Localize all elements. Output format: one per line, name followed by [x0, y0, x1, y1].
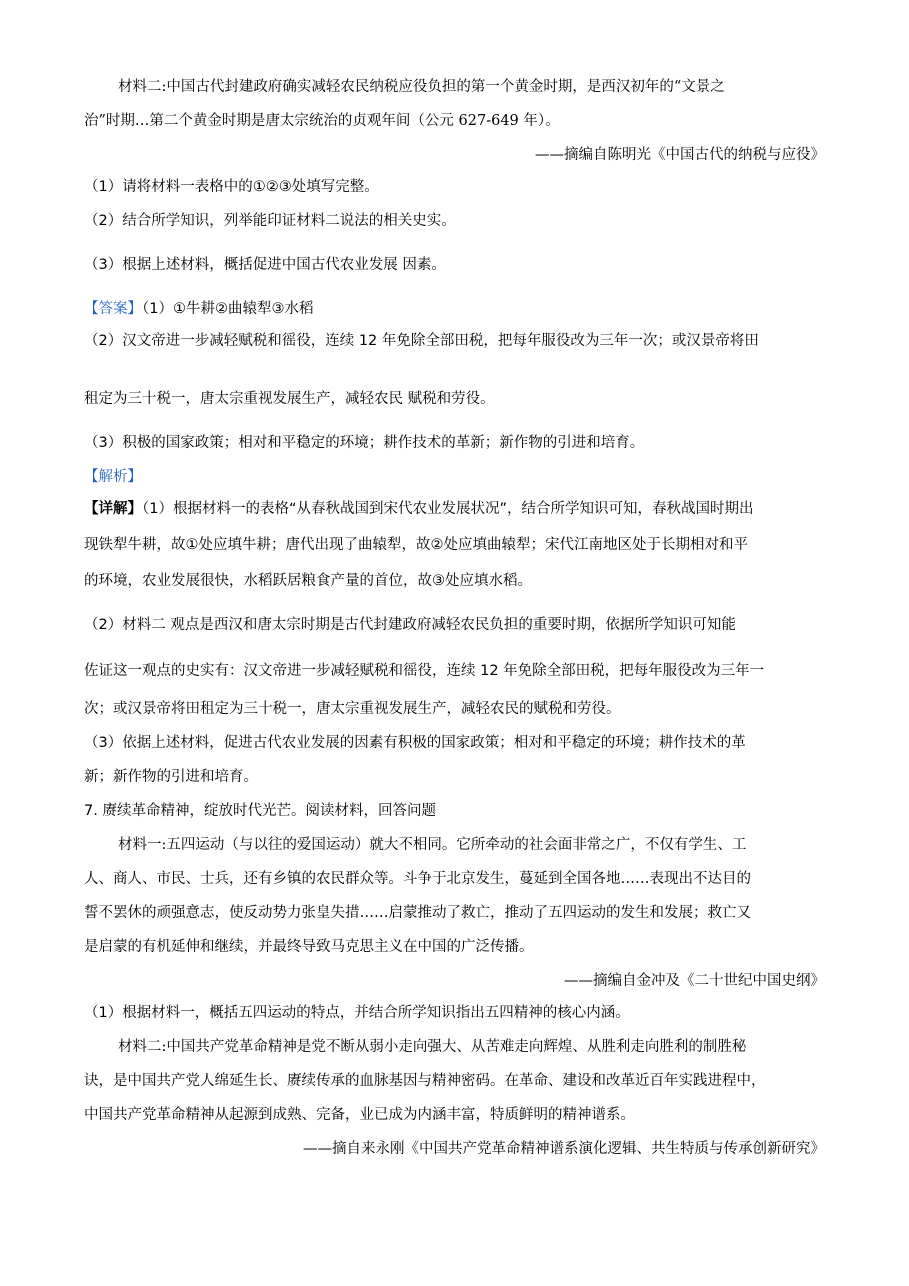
question7-material1-source: ——摘编自金冲及《二十世纪中国史纲》 [564, 973, 825, 989]
question7-material1-line3: 誓不罢休的顽强意志，使反动势力张皇失措……启蒙推动了救亡，推动了五四运动的发生和发展；救亡又 [84, 905, 751, 921]
analysis-label: 【解析】 [84, 469, 142, 485]
material2-line1: 材料二:中国古代封建政府确实减轻农民纳税应役负担的第一个黄金时期，是西汉初年的“文景之 [118, 79, 725, 95]
analysis-part3-line1: （3）依据上述材料，促进古代农业发展的因素有积极的国家政策；相对和平稳定的环境；耕作技术的革 [84, 735, 746, 751]
analysis-part2-line2: 佐证这一观点的史实有：汉文帝进一步减轻赋税和徭役，连续 12 年免除全部田税，把每年服役改为三年一 [84, 663, 765, 679]
answer-part3: （3）积极的国家政策；相对和平稳定的环境；耕作技术的革新；新作物的引进和培育。 [84, 435, 645, 451]
answer-line1 [84, 302, 313, 317]
answer-label: 【答案】 [84, 301, 142, 317]
question7-material2-source: ——摘自来永刚《中国共产党革命精神谱系演化逻辑、共生特质与传承创新研究》 [303, 1141, 825, 1157]
analysis-part2-line1: （2）材料二 观点是西汉和唐太宗时期是古代封建政府减轻农民负担的重要时期，依据所学知识可知能 [84, 617, 736, 633]
analysis-part1-line1 [84, 502, 754, 517]
analysis-part1-line3: 的环境，农业发展很快，水稻跃居粮食产量的首位，故③处应填水稻。 [84, 573, 532, 589]
question7-material2-line2: 诀，是中国共产党人绵延生长、赓续传承的血脉基因与精神密码。在革命、建设和改革近百年实践进程中， [84, 1073, 766, 1089]
question7-material1-line2: 人、商人、市民、士兵，还有乡镇的农民群众等。斗争于北京发生，蔓延到全国各地……表现出不达目的 [84, 871, 751, 887]
question7-title: 7. 赓续革命精神，绽放时代光芒。阅读材料，回答问题 [84, 803, 436, 819]
question6-part1: （1）请将材料一表格中的①②③处填写完整。 [84, 179, 379, 195]
question7-material2-line3: 中国共产党革命精神从起源到成熟、完备，业已成为内涵丰富，特质鲜明的精神谱系。 [84, 1107, 635, 1123]
answer-part2-line2: 租定为三十税一，唐太宗重视发展生产，减轻农民 赋税和劳役。 [84, 391, 495, 407]
analysis-part2-line3: 次；或汉景帝将田租定为三十税一，唐太宗重视发展生产，减轻农民的赋税和劳役。 [84, 701, 621, 717]
question7-material2-line1: 材料二:中国共产党革命精神是党不断从弱小走向强大、从苦难走向辉煌、从胜利走向胜利的制胜秘 [118, 1039, 747, 1055]
answer-part1: （1）①牛耕②曲辕犁③水稻 [142, 301, 314, 317]
analysis-part1-text: （1）根据材料一的表格“从春秋战国到宋代农业发展状况”，结合所学知识可知，春秋战国时期出 [142, 501, 754, 517]
answer-part2-line1: （2）汉文帝进一步减轻赋税和徭役，连续 12 年免除全部田税，把每年服役改为三年一次；或汉景帝将田 [84, 333, 759, 349]
question7-material1-line1: 材料一:五四运动（与以往的爱国运动）就大不相同。它所牵动的社会面非常之广，不仅有学生、工 [118, 837, 747, 853]
analysis-part3-line2: 新；新作物的引进和培育。 [84, 769, 258, 785]
question6-part2: （2）结合所学知识，列举能印证材料二说法的相关史实。 [84, 213, 456, 229]
question7-material1-line4: 是启蒙的有机延伸和继续，并最终导致马克思主义在中国的广泛传播。 [84, 939, 534, 955]
analysis-part1-line2: 现铁犁牛耕，故①处应填牛耕；唐代出现了曲辕犁，故②处应填曲辕犁；宋代江南地区处于长期相对和平 [84, 537, 748, 553]
question7-part1: （1）根据材料一，概括五四运动的特点，并结合所学知识指出五四精神的核心内涵。 [84, 1005, 630, 1021]
question6-part3: （3）根据上述材料，概括促进中国古代农业发展 因素。 [84, 257, 446, 273]
material2-source: ——摘编自陈明光《中国古代的纳税与应役》 [535, 147, 825, 163]
material2-line2: 治”时期…第二个黄金时期是唐太宗统治的贞观年间（公元 627-649 年）。 [84, 113, 560, 129]
detail-label: 【详解】 [84, 501, 142, 517]
